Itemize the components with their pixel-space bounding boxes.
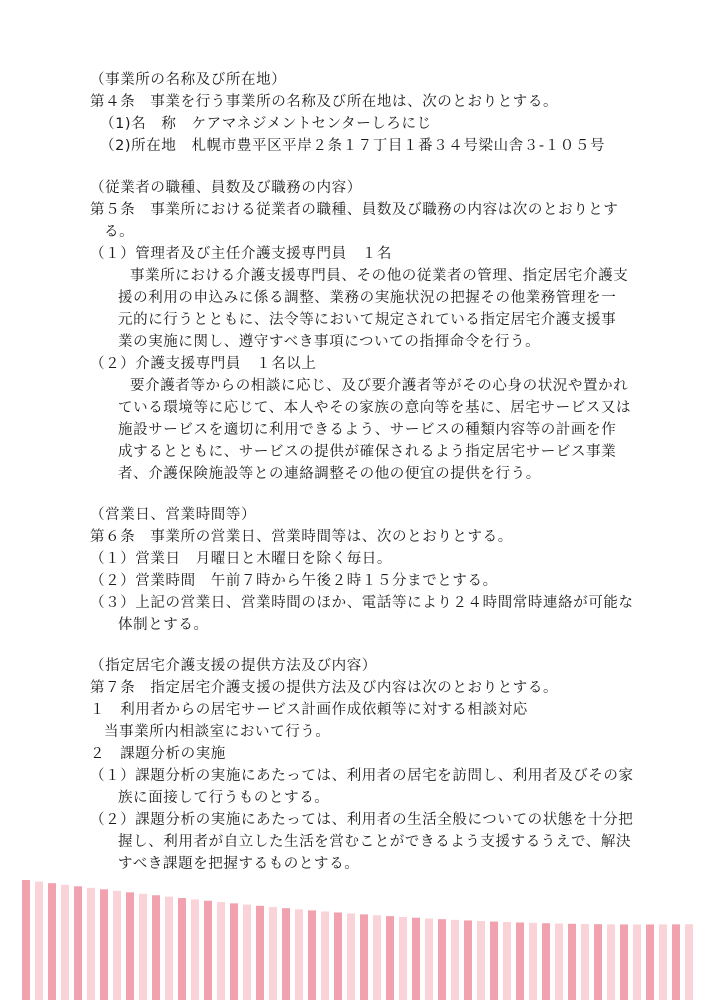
hours-item3-line2: 体制とする。: [118, 617, 209, 633]
decorative-stripe: [321, 911, 329, 1000]
decorative-stripe: [568, 924, 576, 1000]
decorative-stripe: [542, 923, 550, 1000]
decorative-stripe: [165, 897, 173, 1000]
decorative-stripe: [646, 924, 654, 1000]
decorative-stripe: [659, 924, 667, 1000]
decorative-stripe: [555, 924, 563, 1000]
decorative-stripe: [243, 905, 251, 1000]
decorative-stripe: [490, 922, 498, 1000]
decorative-stripe: [22, 880, 30, 1000]
provision1-title: １ 利用者からの居宅サービス計画作成依頼等に対する相談対応: [90, 702, 528, 718]
staff-item2-title: （２）介護支援専門員 １名以上: [90, 356, 317, 372]
hours-item1: （１）営業日 月曜日と木曜日を除く毎日。: [90, 551, 392, 567]
section4-heading: （事業所の名称及び所在地）: [90, 72, 287, 88]
staff-item2-line4: 成するとともに、サービスの提供が確保されるよう指定居宅サービス事業: [118, 444, 617, 460]
analysis-item1-line2: 族に面接して行うものとする。: [118, 790, 330, 806]
staff-item2-line1: 要介護者等からの相談に応じ、及び要介護者等がその心身の状況や置かれ: [130, 378, 629, 394]
decorative-stripe: [516, 922, 524, 1000]
provision1-body: 当事業所内相談室において行う。: [104, 724, 331, 740]
decorative-stripe: [451, 920, 459, 1000]
decorative-stripe: [620, 924, 628, 1000]
facility-address: （2)所在地 札幌市豊平区平岸２条１７丁目１番３４号梁山舎３-１０５号: [100, 138, 606, 154]
section5-heading: （従業者の職種、員数及び職務の内容）: [90, 180, 362, 196]
decorative-stripe: [672, 924, 680, 1000]
decorative-stripe: [113, 891, 121, 1000]
decorative-stripe: [373, 915, 381, 1000]
decorative-stripe: [48, 883, 56, 1000]
decorative-stripe: [204, 901, 212, 1000]
decorative-stripe: [399, 917, 407, 1000]
article5-text-line1: 第５条 事業所における従業者の職種、員数及び職務の内容は次のとおりとす: [90, 202, 619, 218]
article4-text: 第４条 事業を行う事業所の名称及び所在地は、次のとおりとする。: [90, 94, 559, 110]
staff-item1-line2: 援の利用の申込みに係る調整、業務の実施状況の把握その他業務管理を一: [118, 290, 617, 306]
section6-heading: （営業日、営業時間等）: [90, 507, 257, 523]
decorative-stripe: [74, 886, 82, 1000]
decorative-stripe: [412, 918, 420, 1000]
staff-item1-line1: 事業所における介護支援専門員、その他の従業者の管理、指定居宅介護支: [130, 268, 629, 284]
decorative-stripe: [217, 902, 225, 1000]
decorative-stripe: [581, 924, 589, 1000]
decorative-stripe: [230, 903, 238, 1000]
staff-item2-line2: ている環境等に応じて、本人やその家族の意向等を基に、居宅サービス又は: [118, 400, 632, 416]
staff-item1-title: （１）管理者及び主任介護支援専門員 １名: [90, 246, 392, 262]
decorative-stripe: [308, 910, 316, 1000]
decorative-stripe: [61, 885, 69, 1000]
staff-item2-line3: 施設サービスを適切に利用できるよう、サービスの種類内容等の計画を作: [118, 422, 617, 438]
section7-heading: （指定居宅介護支援の提供方法及び内容）: [90, 658, 377, 674]
decorative-stripe: [386, 916, 394, 1000]
provision2-title: ２ 課題分析の実施: [90, 746, 226, 762]
decorative-stripe: [425, 918, 433, 1000]
decorative-stripe: [87, 888, 95, 1000]
decorative-stripe: [685, 924, 693, 1000]
decorative-stripe: [269, 907, 277, 1000]
decorative-stripe: [152, 895, 160, 1000]
decorative-stripe: [503, 922, 511, 1000]
decorative-stripe: [126, 892, 134, 1000]
hours-item3-line1: （３）上記の営業日、営業時間のほか、電話等により２４時間常時連絡が可能な: [90, 595, 634, 611]
decorative-stripe: [607, 924, 615, 1000]
decorative-stripe: [347, 913, 355, 1000]
analysis-item2-line1: （２）課題分析の実施にあたっては、利用者の生活全般についての状態を十分把: [90, 812, 634, 828]
decorative-stripe: [139, 894, 147, 1000]
decorative-stripe: [256, 906, 264, 1000]
staff-item2-line5: 者、介護保険施設等との連絡調整その他の便宜の提供を行う。: [118, 466, 541, 482]
decorative-stripe: [464, 920, 472, 1000]
decorative-stripe: [633, 924, 641, 1000]
article6-text: 第６条 事業所の営業日、営業時間等は、次のとおりとする。: [90, 529, 513, 545]
decorative-stripe: [334, 912, 342, 1000]
decorative-stripe: [360, 914, 368, 1000]
staff-item1-line3: 元的に行うとともに、法令等において規定されている指定居宅介護支援事: [118, 312, 617, 328]
decorative-stripe: [529, 923, 537, 1000]
staff-item1-line4: 業の実施に関し、遵守すべき事項についての指揮命令を行う。: [118, 334, 541, 350]
analysis-item1-line1: （１）課題分析の実施にあたっては、利用者の居宅を訪問し、利用者及びその家: [90, 768, 634, 784]
decorative-stripe: [100, 889, 108, 1000]
article7-text: 第７条 指定居宅介護支援の提供方法及び内容は次のとおりとする。: [90, 680, 559, 696]
decorative-stripe: [35, 882, 43, 1000]
decorative-stripe: [295, 909, 303, 1000]
article5-text-line2: る。: [104, 224, 135, 240]
decorative-stripe: [191, 899, 199, 1000]
facility-name: （1)名 称 ケアマネジメントセンターしろにじ: [100, 116, 432, 132]
decorative-stripe: [178, 898, 186, 1000]
decorative-stripe: [477, 921, 485, 1000]
analysis-item2-line2: 握し、利用者が自立した生活を営むことができるよう支援するうえで、解決: [118, 834, 632, 850]
analysis-item2-line3: すべき課題を把握するものとする。: [118, 856, 360, 872]
hours-item2: （２）営業時間 午前７時から午後２時１５分までとする。: [90, 573, 498, 589]
decorative-stripe: [594, 924, 602, 1000]
decorative-stripe: [282, 908, 290, 1000]
decorative-stripe: [438, 919, 446, 1000]
